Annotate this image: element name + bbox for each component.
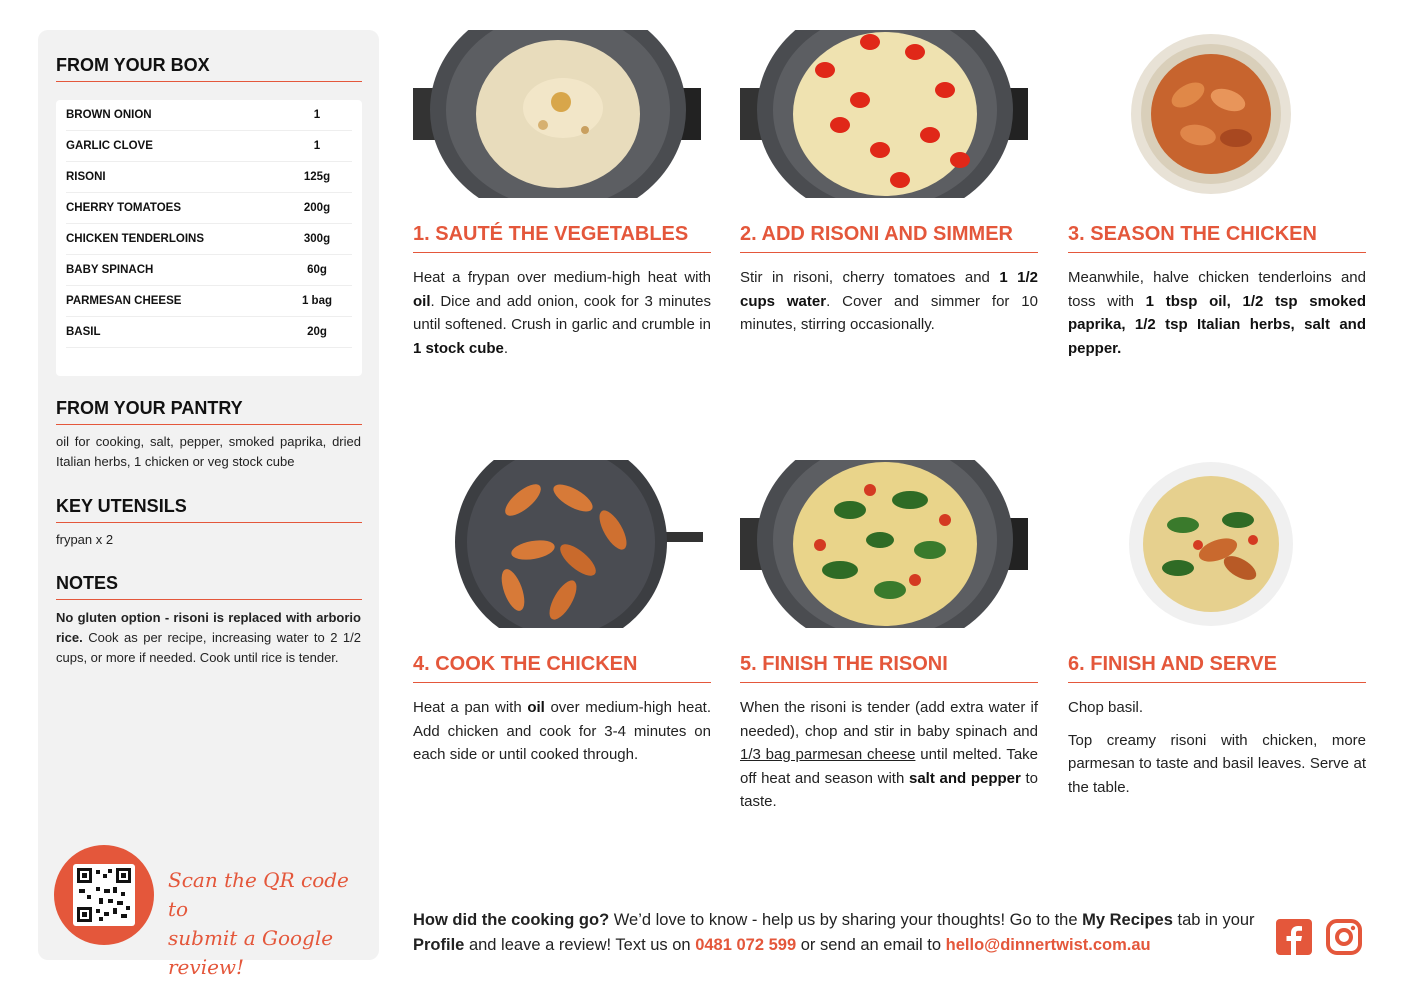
plated-dish-photo	[1068, 460, 1366, 628]
ingredient-row: BASIL 20g	[66, 317, 352, 348]
sidebar	[38, 30, 379, 979]
step-text: Heat a frypan over medium-high heat with oil. Dice and add onion, cook for 3 minutes until softened. Crush in garlic and crumble in 1 stock cube.	[413, 269, 711, 357]
step-title: 1. SAUTÉ THE VEGETABLES	[413, 223, 711, 253]
step-title: 4. COOK THE CHICKEN	[413, 653, 711, 683]
step-title: 3. SEASON THE CHICKEN	[1068, 223, 1366, 253]
qr-caption: Scan the QR code to submit a Google review!	[168, 868, 349, 979]
ingredient-row: CHICKEN TENDERLOINS 300g	[66, 224, 352, 255]
notes-text: No gluten option - risoni is replaced with arborio rice. Cook as per recipe, increasing water to 2 1/2 cups, or more if needed. Cook until rice is tender.	[56, 610, 361, 665]
risoni-spinach-photo	[740, 460, 1038, 628]
ingredient-row: BABY SPINACH 60g	[66, 255, 352, 286]
email-link[interactable]: hello@dinnertwist.com.au	[945, 936, 1151, 954]
step-text: When the risoni is tender (add extra water if needed), chop and stir in baby spinach and 1/3 bag parmesan cheese until melted. Take off heat and season with salt and pepper to taste.	[740, 699, 1039, 810]
step-title: 2. ADD RISONI AND SIMMER	[740, 223, 1038, 253]
step-title: 5. FINISH THE RISONI	[740, 653, 1038, 683]
step-text: Meanwhile, halve chicken tenderloins and toss with 1 tbsp oil, 1/2 tsp smoked paprika, 1/2 tsp Italian herbs, salt and pepper.	[1068, 269, 1366, 357]
notes-heading: NOTES	[56, 573, 362, 600]
ingredient-row: BROWN ONION 1	[66, 100, 352, 131]
utensils-heading: KEY UTENSILS	[56, 496, 362, 523]
step-text: Chop basil. Top creamy risoni with chicken, more parmesan to taste and basil leaves. Serve at the table.	[1068, 699, 1366, 796]
risoni-tomatoes-photo	[740, 30, 1038, 198]
review-footer: How did the cooking go? We’d love to know - help us by sharing your thoughts! Go to the My Recipes tab in your Profile and leave a review! Text us on 0481 072 599 or send an email to hello@dinnertwist.com.au	[413, 911, 1255, 954]
ingredient-row: PARMESAN CHEESE 1 bag	[66, 286, 352, 317]
ingredient-row: RISONI 125g	[66, 162, 352, 193]
ingredient-row: GARLIC CLOVE 1	[66, 131, 352, 162]
instagram-icon[interactable]	[1325, 918, 1363, 956]
chicken-in-pan-photo	[413, 460, 711, 628]
seasoned-chicken-bowl-photo	[1068, 30, 1366, 198]
pantry-text: oil for cooking, salt, pepper, smoked paprika, dried Italian herbs, 1 chicken or veg stock cube	[56, 434, 361, 469]
from-your-box-heading: FROM YOUR BOX	[56, 55, 362, 82]
ingredient-row: CHERRY TOMATOES 200g	[66, 193, 352, 224]
qr-code-icon[interactable]	[73, 864, 135, 926]
pantry-heading: FROM YOUR PANTRY	[56, 398, 362, 425]
step-title: 6. FINISH AND SERVE	[1068, 653, 1366, 683]
utensils-text: frypan x 2	[56, 532, 114, 547]
onion-frypan-photo	[413, 30, 711, 198]
ingredients-table	[56, 100, 362, 376]
step-text: Heat a pan with oil over medium-high heat. Add chicken and cook for 3-4 minutes on each side or until cooked through.	[413, 699, 711, 763]
qr-badge[interactable]	[54, 845, 154, 945]
facebook-icon[interactable]	[1275, 918, 1313, 956]
step-text: Stir in risoni, cherry tomatoes and 1 1/2 cups water. Cover and simmer for 10 minutes, stirring occasionally.	[740, 269, 1038, 333]
phone-link[interactable]: 0481 072 599	[695, 936, 797, 954]
